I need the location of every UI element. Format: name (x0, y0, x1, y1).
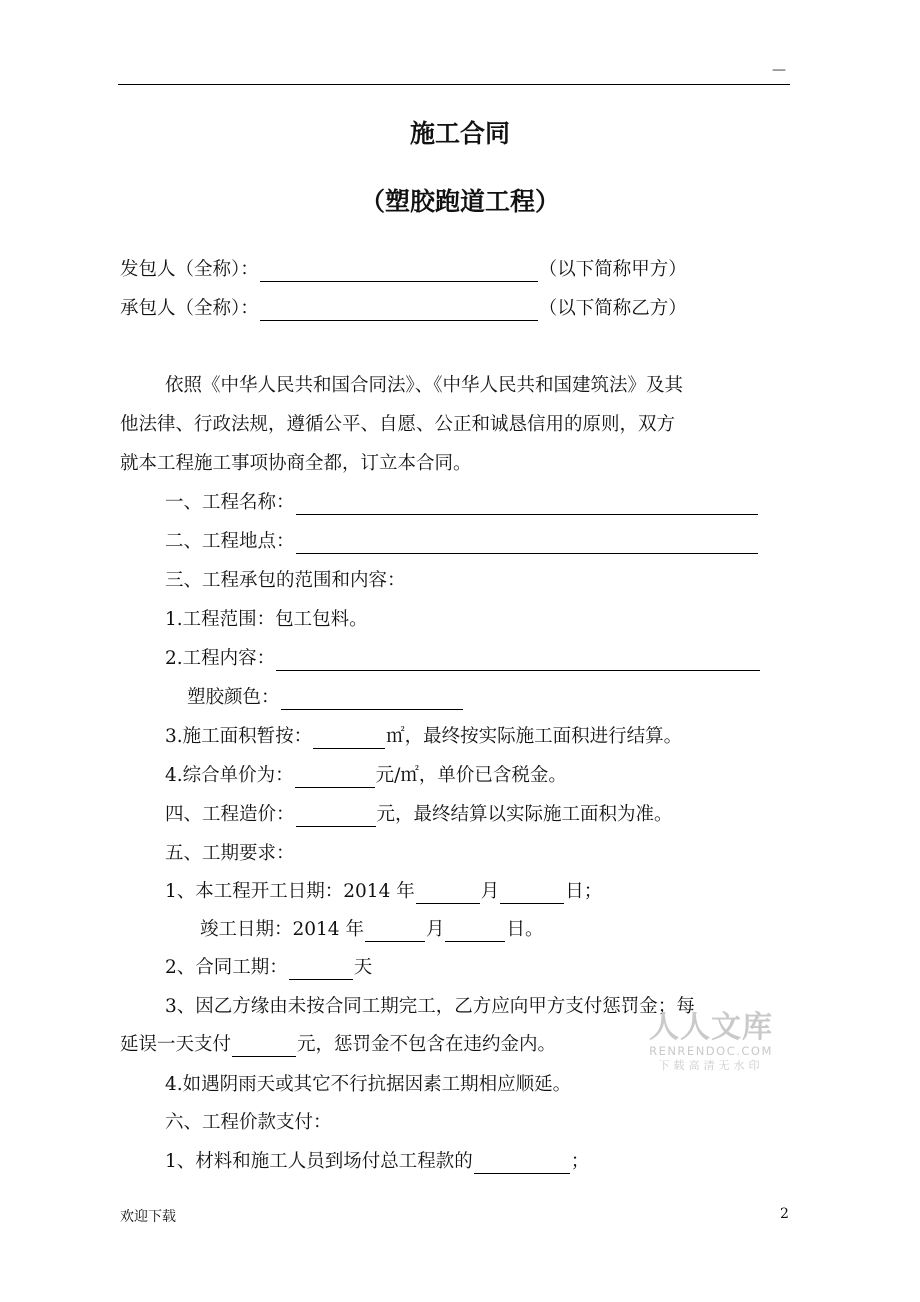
employer-line (120, 258, 687, 282)
color-blank (281, 689, 463, 710)
penalty-line-2 (120, 1033, 556, 1057)
employer-note: （以下简称甲方） (538, 259, 687, 280)
unit-price-prefix: 4.综合单价为： (165, 765, 294, 786)
watermark (646, 1012, 776, 1074)
penalty-suffix: 元，惩罚金不包含在违约金内。 (297, 1034, 557, 1055)
header-mark: — (772, 62, 786, 78)
contractor-note: （以下简称乙方） (538, 298, 687, 319)
duration-prefix: 2、合同工期： (165, 957, 288, 978)
payment-heading: 六、工程价款支付： (165, 1112, 332, 1133)
cost-blank (296, 806, 376, 827)
cost-suffix: 元，最终结算以实际施工面积为准。 (376, 804, 673, 825)
end-month-label: 月 (425, 919, 445, 940)
scope-content-label: 2.工程内容： (165, 648, 276, 669)
contractor-line (120, 297, 687, 321)
area-blank (313, 728, 385, 749)
start-month-label: 月 (480, 881, 500, 902)
cost-prefix: 四、工程造价： (165, 804, 295, 825)
payment-1-suffix: ； (570, 1151, 590, 1172)
footer-left-text: 欢迎下载 (120, 1209, 176, 1225)
employer-blank (260, 261, 538, 282)
project-location-label: 二、工程地点： (165, 531, 295, 552)
project-name-blank (296, 494, 758, 515)
cost-line (165, 803, 673, 827)
duration-line (165, 956, 372, 980)
scope-range: 1.工程范围：包工包料。 (165, 609, 368, 630)
watermark-slogan: 下载高清无水印 (658, 1059, 764, 1072)
unit-price-suffix: 元/㎡，单价已含税金。 (375, 765, 567, 786)
page-number: 2 (780, 1206, 789, 1222)
payment-1-prefix: 1、材料和施工人员到场付总工程款的 (165, 1151, 473, 1172)
area-prefix: 3.施工面积暂按： (165, 726, 313, 747)
end-date-line (200, 918, 544, 942)
intro-line-1: 依照《中华人民共和国合同法》、《中华人民共和国建筑法》及其 (165, 375, 684, 396)
start-day-label: 日； (565, 881, 603, 902)
end-month-blank (365, 921, 425, 942)
project-name-line (165, 491, 759, 515)
unit-price-line (165, 764, 567, 788)
color-label: 塑胶颜色： (187, 687, 280, 708)
project-name-label: 一、工程名称： (165, 492, 295, 513)
area-suffix: ㎡，最终按实际施工面积进行结算。 (386, 726, 683, 747)
start-day-blank (500, 883, 564, 904)
payment-line-1 (165, 1150, 589, 1174)
watermark-domain: RENRENDOC.COM (649, 1044, 773, 1058)
scope-content-line (165, 647, 761, 671)
end-day-label: 日。 (506, 919, 544, 940)
project-location-blank (296, 533, 758, 554)
end-day-blank (445, 921, 505, 942)
start-date-line (165, 880, 602, 904)
payment-1-blank (474, 1153, 570, 1174)
intro-line-2: 他法律、行政法规，遵循公平、自愿、公正和诚恳信用的原则，双方 (120, 414, 676, 435)
project-location-line (165, 530, 759, 554)
header-rule (118, 84, 790, 85)
document-title: 施工合同 (409, 119, 510, 148)
start-date-prefix: 1、本工程开工日期：2014 年 (165, 881, 415, 902)
color-line (187, 686, 464, 710)
start-month-blank (416, 883, 480, 904)
penalty-line-1: 3、因乙方缘由未按合同工期完工，乙方应向甲方支付惩罚金；每 (165, 996, 695, 1017)
penalty-blank (232, 1036, 296, 1057)
watermark-brand: 人人文库 (649, 1010, 773, 1045)
scope-content-blank (276, 650, 760, 671)
weather-clause: 4.如遇阴雨天或其它不行抗据因素工期相应顺延。 (165, 1074, 572, 1095)
document-subtitle: （塑胶跑道工程） (359, 187, 560, 216)
scope-heading: 三、工程承包的范围和内容： (165, 570, 406, 591)
period-heading: 五、工期要求： (165, 843, 295, 864)
duration-suffix: 天 (353, 957, 373, 978)
penalty-prefix: 延误一天支付 (120, 1034, 232, 1055)
contractor-label: 承包人（全称）： (120, 298, 259, 319)
area-line (165, 725, 682, 749)
end-date-prefix: 竣工日期：2014 年 (200, 919, 364, 940)
intro-line-3: 就本工程施工事项协商全都，订立本合同。 (120, 453, 472, 474)
unit-price-blank (295, 767, 375, 788)
duration-blank (289, 959, 353, 980)
contractor-blank (260, 300, 538, 321)
employer-label: 发包人（全称）： (120, 259, 259, 280)
